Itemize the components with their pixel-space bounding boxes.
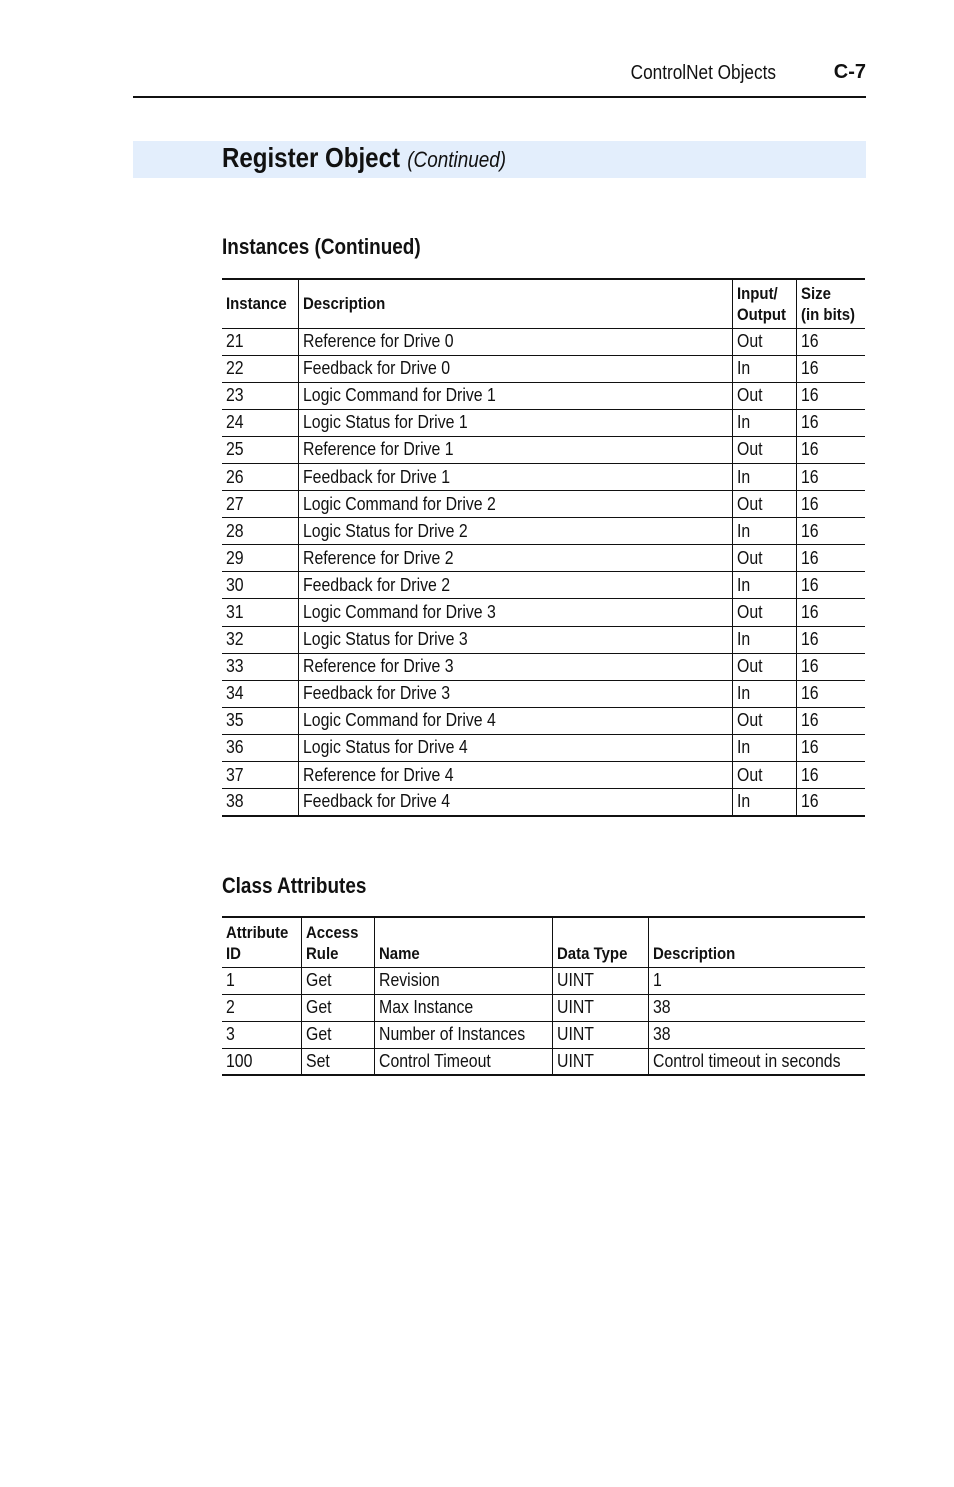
size-cell [796, 599, 865, 626]
description-value: Logic Status for Drive 3 [302, 629, 468, 650]
size-value: 16 [800, 358, 819, 379]
class-attributes-body [222, 967, 865, 1075]
input-output-cell [732, 463, 796, 490]
description-cell [298, 789, 732, 816]
size-cell [796, 545, 865, 572]
instance-cell [222, 599, 298, 626]
size-value: 16 [800, 737, 819, 758]
table-row [222, 355, 865, 382]
description-cell [298, 409, 732, 436]
description-value: Reference for Drive 2 [302, 547, 454, 568]
access-rule-value: Get [305, 970, 332, 990]
size-value: 16 [800, 629, 819, 650]
input-output-cell [732, 518, 796, 545]
data-type-value: UINT [556, 1024, 594, 1044]
size-cell [796, 409, 865, 436]
table-row [222, 436, 865, 463]
attribute-id-cell [222, 1021, 301, 1048]
description-column-header-text: Description [652, 943, 735, 963]
instance-cell [222, 653, 298, 680]
size-value: 16 [800, 439, 819, 460]
access-rule-value: Set [305, 1050, 330, 1071]
description-value: Feedback for Drive 4 [302, 791, 450, 812]
table-row [222, 599, 865, 626]
input-output-cell [732, 355, 796, 382]
data-type-column-header [552, 917, 648, 967]
description-value: Logic Status for Drive 1 [302, 412, 468, 433]
input-output-cell [732, 382, 796, 409]
data-type-value: UINT [556, 997, 594, 1017]
size-cell [796, 653, 865, 680]
name-value: Revision [378, 970, 440, 990]
input-output-cell [732, 707, 796, 734]
instance-cell [222, 409, 298, 436]
description-cell [648, 994, 865, 1021]
input-output-cell [732, 789, 796, 816]
table-row [222, 789, 865, 816]
table-row [222, 707, 865, 734]
input-output-cell [732, 626, 796, 653]
input-output-value: In [736, 629, 750, 650]
description-value: Control timeout in seconds [652, 1050, 841, 1071]
table-row [222, 409, 865, 436]
size-cell [796, 518, 865, 545]
description-cell [648, 1021, 865, 1048]
name-column-header [374, 917, 552, 967]
size-cell [796, 355, 865, 382]
access-rule-value: Get [305, 997, 332, 1017]
title-band [133, 141, 866, 178]
description-cell [298, 572, 732, 599]
input-output-cell [732, 653, 796, 680]
input-output-cell [732, 572, 796, 599]
size-value: 16 [800, 656, 819, 677]
table-row [222, 762, 865, 789]
table-row [222, 680, 865, 707]
header-section-name: ControlNet Objects [630, 62, 776, 84]
size-value: 16 [800, 547, 819, 568]
instance-value: 31 [226, 601, 244, 622]
access-rule-column-header-text: Access Rule [305, 922, 358, 963]
table-row [222, 1048, 865, 1075]
description-cell [298, 680, 732, 707]
instance-cell [222, 463, 298, 490]
instance-cell [222, 789, 298, 816]
page-title [222, 142, 506, 174]
class-attributes-heading: Class Attributes [222, 873, 367, 898]
description-cell [298, 382, 732, 409]
instance-value: 26 [226, 466, 244, 487]
description-value: Feedback for Drive 0 [302, 358, 450, 379]
data-type-cell [552, 967, 648, 994]
input-output-value: Out [736, 764, 763, 785]
instance-value: 33 [226, 656, 244, 677]
input-output-column-header-text: Input/ Output [736, 283, 786, 324]
description-value: Reference for Drive 4 [302, 764, 454, 785]
size-value: 16 [800, 412, 819, 433]
table-row [222, 626, 865, 653]
instance-value: 28 [226, 520, 244, 541]
instance-cell [222, 518, 298, 545]
size-cell [796, 328, 865, 355]
size-value: 16 [800, 574, 819, 595]
size-value: 16 [800, 385, 819, 406]
instance-value: 38 [226, 791, 244, 812]
data-type-cell [552, 1048, 648, 1075]
input-output-value: Out [736, 547, 763, 568]
input-output-value: Out [736, 601, 763, 622]
access-rule-cell [301, 967, 374, 994]
instance-value: 34 [226, 683, 244, 704]
instance-value: 37 [226, 764, 244, 785]
page-title-main: Register Object [222, 142, 400, 173]
attribute-id-column-header [222, 917, 301, 967]
table-row [222, 994, 865, 1021]
size-value: 16 [800, 493, 819, 514]
input-output-value: In [736, 412, 750, 433]
size-cell [796, 572, 865, 599]
instances-header-row [222, 279, 865, 328]
input-output-value: Out [736, 493, 763, 514]
attribute-id-value: 1 [226, 970, 235, 990]
size-cell [796, 789, 865, 816]
size-value: 16 [800, 764, 819, 785]
description-cell [298, 328, 732, 355]
data-type-value: UINT [556, 1050, 594, 1071]
instances-table [222, 278, 865, 817]
description-value: 1 [652, 970, 662, 990]
instance-column-header [222, 279, 298, 328]
instance-cell [222, 355, 298, 382]
attribute-id-cell [222, 994, 301, 1021]
size-cell [796, 707, 865, 734]
input-output-cell [732, 436, 796, 463]
instance-cell [222, 328, 298, 355]
size-value: 16 [800, 683, 819, 704]
table-row [222, 967, 865, 994]
attribute-id-column-header-text: Attribute ID [226, 922, 289, 963]
description-value: Feedback for Drive 3 [302, 683, 450, 704]
instance-cell [222, 762, 298, 789]
input-output-value: In [736, 791, 750, 812]
description-cell [298, 653, 732, 680]
input-output-value: In [736, 520, 750, 541]
input-output-value: In [736, 574, 750, 595]
table-row [222, 328, 865, 355]
access-rule-value: Get [305, 1024, 332, 1044]
input-output-cell [732, 680, 796, 707]
attribute-id-value: 3 [226, 1024, 235, 1044]
input-output-cell [732, 762, 796, 789]
size-value: 16 [800, 520, 819, 541]
name-cell [374, 1048, 552, 1075]
instance-value: 21 [226, 331, 244, 352]
description-cell [298, 707, 732, 734]
instance-value: 24 [226, 412, 244, 433]
size-column-header [796, 279, 865, 328]
size-value: 16 [800, 331, 819, 352]
description-value: Logic Status for Drive 2 [302, 520, 468, 541]
name-cell [374, 1021, 552, 1048]
class-attributes-header-row [222, 917, 865, 967]
attribute-id-cell [222, 1048, 301, 1075]
size-cell [796, 626, 865, 653]
size-value: 16 [800, 710, 819, 731]
instance-cell [222, 491, 298, 518]
instance-value: 23 [226, 385, 244, 406]
size-value: 16 [800, 466, 819, 487]
table-row [222, 518, 865, 545]
instance-cell [222, 382, 298, 409]
input-output-value: In [736, 466, 750, 487]
input-output-value: Out [736, 439, 763, 460]
size-cell [796, 762, 865, 789]
size-value: 16 [800, 601, 819, 622]
description-value: Logic Command for Drive 1 [302, 385, 496, 406]
table-row [222, 1021, 865, 1048]
data-type-value: UINT [556, 970, 594, 990]
input-output-cell [732, 491, 796, 518]
page-number: C-7 [833, 61, 866, 83]
description-cell [298, 545, 732, 572]
input-output-cell [732, 545, 796, 572]
description-value: Feedback for Drive 1 [302, 466, 450, 487]
description-column-header-text: Description [302, 294, 385, 314]
input-output-cell [732, 328, 796, 355]
instance-value: 36 [226, 737, 244, 758]
instance-column-header-text: Instance [226, 294, 287, 314]
page-title-continued: (Continued) [407, 147, 507, 172]
table-row [222, 463, 865, 490]
access-rule-cell [301, 1048, 374, 1075]
instance-cell [222, 707, 298, 734]
description-cell [298, 599, 732, 626]
description-value: 38 [652, 1024, 671, 1044]
instance-cell [222, 572, 298, 599]
instance-cell [222, 545, 298, 572]
description-value: Logic Status for Drive 4 [302, 737, 468, 758]
size-cell [796, 382, 865, 409]
name-value: Number of Instances [378, 1024, 525, 1044]
running-header [133, 58, 866, 98]
data-type-cell [552, 1021, 648, 1048]
description-column-header [298, 279, 732, 328]
instance-cell [222, 626, 298, 653]
access-rule-column-header [301, 917, 374, 967]
size-value: 16 [800, 791, 819, 812]
table-row [222, 491, 865, 518]
name-cell [374, 967, 552, 994]
description-cell [298, 734, 732, 761]
instance-value: 32 [226, 629, 244, 650]
description-value: Logic Command for Drive 4 [302, 710, 496, 731]
instance-cell [222, 436, 298, 463]
instance-value: 27 [226, 493, 244, 514]
name-value: Control Timeout [378, 1050, 491, 1071]
input-output-value: In [736, 358, 750, 379]
description-cell [298, 463, 732, 490]
instance-cell [222, 734, 298, 761]
attribute-id-cell [222, 967, 301, 994]
description-value: Reference for Drive 1 [302, 439, 454, 460]
attribute-id-value: 2 [226, 997, 235, 1017]
description-cell [648, 1048, 865, 1075]
description-cell [298, 491, 732, 518]
table-row [222, 653, 865, 680]
input-output-value: Out [736, 331, 763, 352]
table-row [222, 734, 865, 761]
description-cell [298, 518, 732, 545]
description-cell [648, 967, 865, 994]
instances-heading: Instances (Continued) [222, 234, 421, 259]
class-attributes-table [222, 916, 865, 1076]
description-value: 38 [652, 997, 671, 1017]
description-cell [298, 762, 732, 789]
size-cell [796, 491, 865, 518]
input-output-value: Out [736, 710, 763, 731]
description-column-header [648, 917, 865, 967]
description-value: Feedback for Drive 2 [302, 574, 450, 595]
instances-body [222, 328, 865, 816]
attribute-id-value: 100 [226, 1050, 253, 1071]
input-output-column-header [732, 279, 796, 328]
access-rule-cell [301, 1021, 374, 1048]
table-row [222, 382, 865, 409]
instance-value: 30 [226, 574, 244, 595]
description-value: Logic Command for Drive 3 [302, 601, 496, 622]
input-output-cell [732, 599, 796, 626]
data-type-cell [552, 994, 648, 1021]
input-output-cell [732, 409, 796, 436]
instance-value: 25 [226, 439, 244, 460]
input-output-value: Out [736, 656, 763, 677]
description-cell [298, 436, 732, 463]
description-value: Reference for Drive 0 [302, 331, 454, 352]
instance-cell [222, 680, 298, 707]
access-rule-cell [301, 994, 374, 1021]
size-cell [796, 463, 865, 490]
instance-value: 29 [226, 547, 244, 568]
instance-value: 22 [226, 358, 244, 379]
name-cell [374, 994, 552, 1021]
description-value: Logic Command for Drive 2 [302, 493, 496, 514]
size-cell [796, 680, 865, 707]
input-output-value: In [736, 683, 750, 704]
table-row [222, 572, 865, 599]
size-cell [796, 734, 865, 761]
instance-value: 35 [226, 710, 244, 731]
size-cell [796, 436, 865, 463]
description-value: Reference for Drive 3 [302, 656, 454, 677]
input-output-cell [732, 734, 796, 761]
name-column-header-text: Name [378, 943, 420, 963]
data-type-column-header-text: Data Type [556, 943, 627, 963]
table-row [222, 545, 865, 572]
description-cell [298, 355, 732, 382]
input-output-value: Out [736, 385, 763, 406]
input-output-value: In [736, 737, 750, 758]
description-cell [298, 626, 732, 653]
size-column-header-text: Size (in bits) [800, 283, 855, 324]
name-value: Max Instance [378, 997, 473, 1017]
